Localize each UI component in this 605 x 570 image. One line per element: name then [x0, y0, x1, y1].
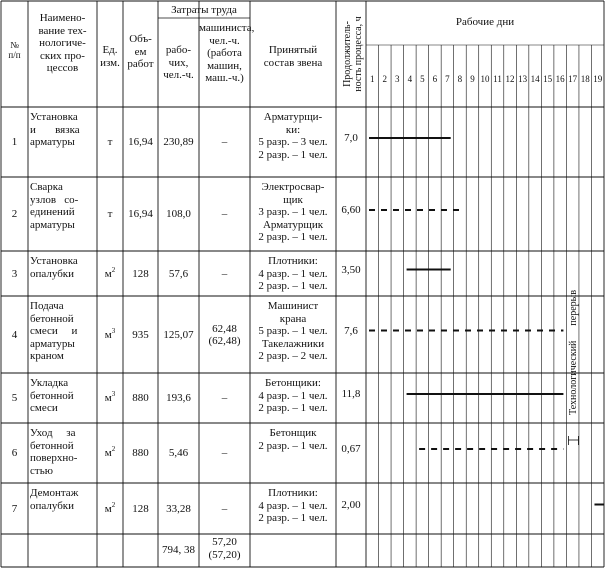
row-process: Установка опалубки: [30, 255, 78, 280]
day-number: 7: [445, 74, 450, 84]
row-machines: –: [221, 136, 228, 148]
row-process: Демонтаж опалубки: [30, 487, 79, 512]
row-num: 3: [11, 267, 18, 280]
row-machines: –: [221, 502, 228, 515]
header-labor-group: Затраты труда: [171, 4, 237, 16]
row-process: Укладка бетонной смеси: [30, 377, 74, 414]
technological-break-label: Технологический перерыв: [568, 289, 580, 415]
row-crew: Машинист крана 5 разр. – 1 чел. Такелажники 2 разр. – 2 чел.: [258, 300, 328, 362]
row-num: 7: [11, 502, 18, 515]
row-unit-sup: 2: [111, 500, 116, 509]
row-num: 6: [11, 447, 18, 459]
row-crew: Бетонщики: 4 разр. – 1 чел. 2 разр. – 1 чел.: [258, 377, 328, 414]
row-crew: Арматурщи- ки: 5 разр. – 3 чел. 2 разр. – 1 чел.: [258, 111, 328, 161]
day-number: 10: [480, 74, 490, 84]
row-machines: 62,48 (62,48): [208, 322, 241, 347]
row-crew: Бетонщик 2 разр. – 1 чел.: [258, 427, 328, 452]
row-unit-sup: 3: [111, 390, 116, 398]
row-volume: 16,94: [128, 136, 153, 148]
day-number: 11: [493, 74, 502, 84]
row-workers: 57,6: [168, 267, 189, 280]
row-workers: 125,07: [163, 328, 194, 341]
day-number: 17: [568, 74, 578, 84]
row-workers: 230,89: [163, 136, 194, 148]
day-number: 12: [505, 74, 515, 84]
row-crew: Плотники: 4 разр. – 1 чел. 2 разр. – 1 чел.: [258, 487, 328, 524]
row-unit: $м^2$: [104, 445, 116, 459]
row-unit-sup: 2: [111, 265, 116, 274]
row-workers: 33,28: [166, 502, 191, 515]
day-number: 14: [530, 74, 540, 84]
header-volume: Объ- ем работ: [127, 33, 154, 70]
row-duration: 0,67: [341, 443, 361, 455]
day-number: 9: [470, 74, 475, 84]
row-machines: –: [221, 392, 228, 404]
header-duration: Продолжитель- ность процесса, ч: [342, 16, 364, 92]
row-duration: 2,00: [341, 498, 361, 511]
row-workers: 5,46: [168, 447, 189, 459]
row-volume: 128: [132, 502, 149, 515]
header-unit: Ед. изм.: [100, 44, 120, 69]
row-machines: –: [221, 208, 228, 220]
day-number: 5: [420, 74, 425, 84]
row-process: Подача бетонной смеси и арматуры краном: [30, 300, 78, 362]
day-number: 4: [407, 74, 413, 84]
day-number: 1: [370, 74, 375, 84]
row-volume: 16,94: [128, 208, 153, 220]
row-volume: 880: [132, 447, 149, 459]
header-crew: Принятый состав звена: [263, 44, 323, 69]
total-machines: 57,20 (57,20): [208, 536, 241, 561]
row-duration: 6,60: [341, 204, 361, 216]
day-number: 13: [518, 74, 528, 84]
row-unit: $м^2$: [104, 500, 116, 515]
row-process: Установка и вязка арматуры: [30, 111, 80, 148]
row-unit: т: [107, 208, 113, 220]
total-workers: 794, 38: [162, 544, 195, 556]
row-machines: –: [221, 267, 228, 280]
row-duration: 7,6: [344, 324, 358, 337]
day-number: 16: [555, 74, 565, 84]
row-unit-sup: 3: [111, 326, 116, 335]
row-unit: $м^3$: [104, 390, 116, 404]
row-crew: Электросвар- щик 3 разр. – 1 чел. Арматурщик 2 разр. – 1 чел.: [258, 181, 328, 243]
row-duration: 7,0: [344, 132, 358, 144]
row-workers: 193,6: [166, 392, 191, 404]
row-num: 1: [11, 136, 18, 148]
row-unit: т: [107, 136, 113, 148]
day-number: 19: [593, 74, 603, 84]
row-num: 4: [11, 328, 18, 341]
day-number: 15: [543, 74, 553, 84]
day-number: 8: [457, 74, 463, 84]
row-unit-sup: 2: [111, 445, 116, 453]
row-duration: 3,50: [341, 263, 361, 276]
day-number: 3: [395, 74, 400, 84]
day-number: 6: [432, 74, 438, 84]
row-process: Уход за бетонной поверхно- стью: [30, 427, 78, 477]
row-volume: 935: [132, 328, 149, 341]
row-duration: 11,8: [341, 388, 361, 400]
row-crew: Плотники: 4 разр. – 1 чел. 2 разр. – 1 чел.: [258, 255, 328, 292]
header-num: № п/п: [8, 40, 21, 60]
row-unit: $м^2$: [104, 265, 116, 280]
row-num: 2: [11, 208, 18, 220]
header-machines: машиниста, чел.-ч. (работа машин, маш.-ч.): [199, 22, 255, 84]
header-workers: рабо- чих, чел.-ч.: [163, 44, 194, 81]
header-process: Наимено- вание тех- нологиче- ских про- цессов: [38, 12, 87, 74]
row-workers: 108,0: [166, 208, 191, 220]
row-process: Сварка узлов со- единений арматуры: [30, 181, 79, 231]
row-machines: –: [221, 447, 228, 459]
row-volume: 880: [132, 392, 149, 404]
row-num: 5: [11, 392, 18, 404]
header-days: Рабочие дни: [455, 16, 515, 28]
row-volume: 128: [132, 267, 149, 280]
day-number: 2: [382, 74, 388, 84]
row-unit: $м^3$: [104, 326, 116, 341]
day-number: 18: [580, 74, 590, 84]
